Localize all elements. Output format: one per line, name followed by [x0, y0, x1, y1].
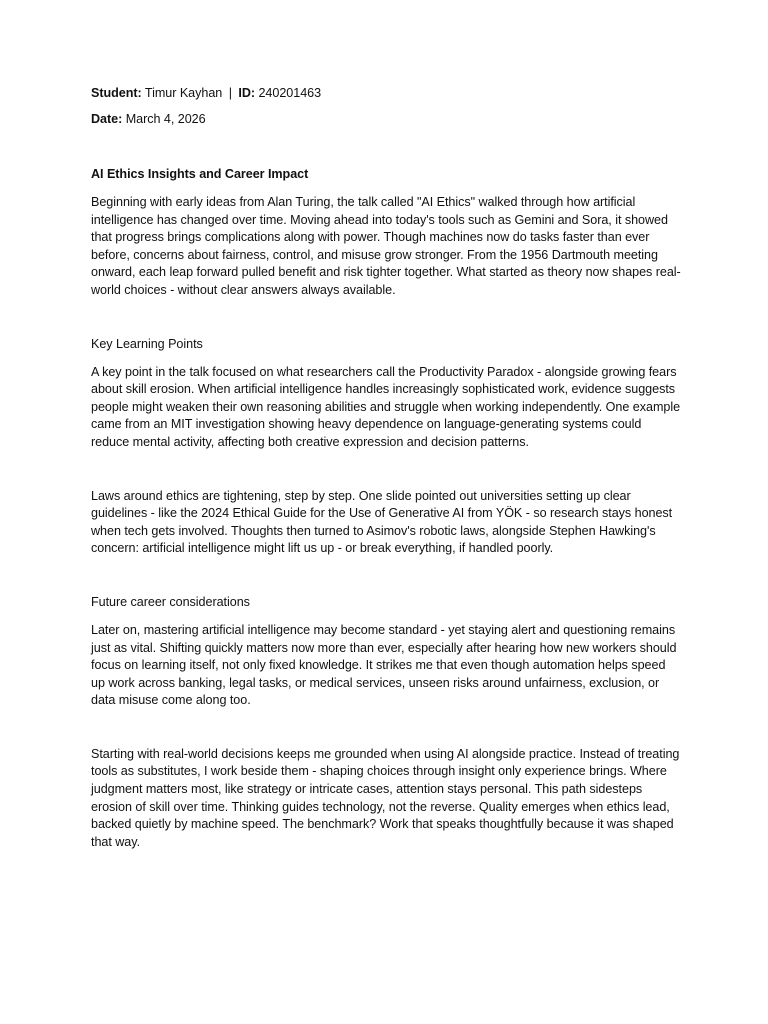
intro-paragraph: Beginning with early ideas from Alan Turing, the talk called "AI Ethics" walked through how artificial intelligence has changed over time. Moving ahead into today's tools such as Gemini and Sora, it showed that progress brings complications along with power. Though machines now do tasks faster than ever before, concerns about fairness, control, and misuse grow stronger. From the 1956 Dartmouth meeting onward, each leap forward pulled benefit and risk tighter together. What started as theory now shapes real-world choices - without clear answers always available.: [91, 195, 681, 297]
date-label: Date:: [91, 112, 123, 126]
future-career-paragraph-1: Later on, mastering artificial intelligence may become standard - yet staying alert and questioning remains just as vital. Shifting quickly matters now more than ever, especially after hearing how new workers should focus on learning itself, not only fixed knowledge. It strikes me that even though automation helps speed up work across banking, legal tasks, or medical services, unseen risks around unfairness, exclusion, or data misuse come along too.: [91, 622, 677, 708]
student-label: Student:: [91, 86, 142, 100]
date-value: March 4, 2026: [125, 112, 206, 126]
id-label: ID:: [238, 86, 256, 100]
student-line: [91, 85, 681, 103]
key-learning-paragraph-2: Laws around ethics are tightening, step by step. One slide pointed out universities setting up clear guidelines - like the 2024 Ethical Guide for the Use of Generative AI from YÖK - so research stays honest when tech gets involved. Thoughts then turned to Asimov's robotic laws, alongside Stephen Hawking's concern: artificial intelligence might lift us up - or break everything, if handled poorly.: [91, 488, 673, 556]
student-name: Timur Kayhan: [144, 86, 223, 100]
document-page: [91, 85, 681, 851]
id-value: 240201463: [258, 86, 322, 100]
key-learning-paragraph-1: A key point in the talk focused on what researchers call the Productivity Paradox - alongside growing fears about skill erosion. When artificial intelligence handles increasingly sophisticated work, evidence suggests people might weaken their own reasoning abilities and struggle when working independently. One example came from an MIT investigation showing heavy dependence on language-generating systems could reduce mental activity, affecting both creative expression and decision patterns.: [91, 364, 681, 449]
separator: |: [228, 86, 232, 100]
document-title: AI Ethics Insights and Career Impact: [91, 167, 309, 181]
future-career-paragraph-2: Starting with real-world decisions keeps me grounded when using AI alongside practice. Instead of treating tools as substitutes, I work beside them - shaping choices through insight only experience brings. Where judgment matters most, like strategy or intricate cases, attention stays personal. This path sidesteps erosion of skill over time. Thinking guides technology, not the reverse. Quality emerges when ethics lead, backed quietly by machine speed. The benchmark? Work that speaks thoughtfully because it was shaped that way.: [91, 746, 680, 849]
section-heading-key-learning-points: Key Learning Points: [91, 336, 203, 351]
section-heading-future-career: Future career considerations: [91, 594, 250, 609]
date-line: [91, 111, 681, 129]
